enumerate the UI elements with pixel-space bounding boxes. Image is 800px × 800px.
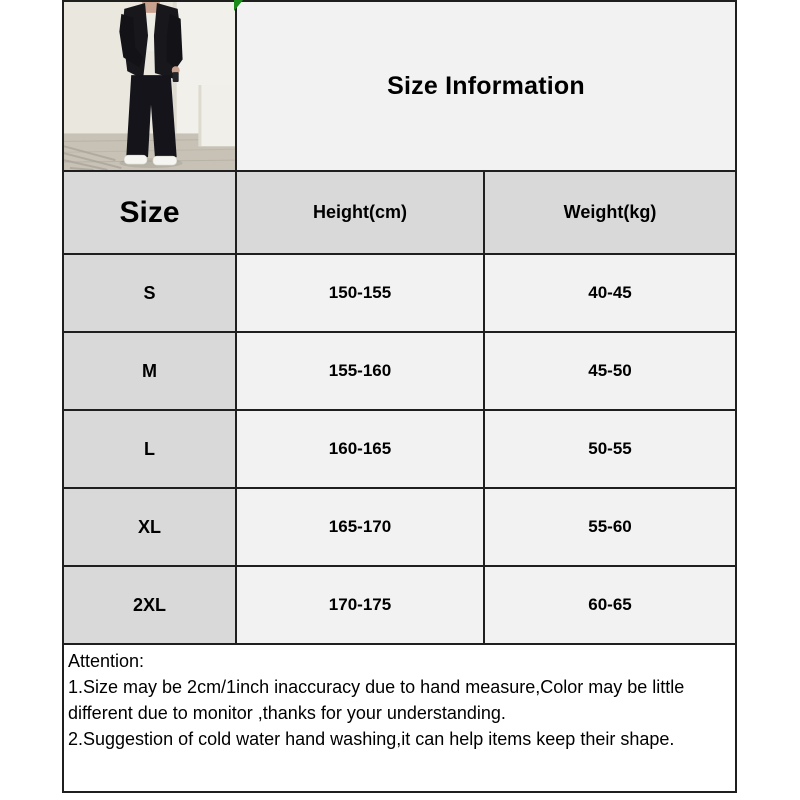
- weight-cell: 60-65: [588, 595, 632, 614]
- height-cell: 155-160: [237, 333, 485, 409]
- weight-cell: 50-55: [588, 439, 632, 458]
- attention-heading: Attention:: [68, 651, 145, 671]
- table-header-row: [64, 172, 735, 255]
- table-row: [64, 567, 735, 645]
- table-row: [64, 489, 735, 567]
- size-cell: XL: [64, 489, 237, 565]
- product-photo: [64, 2, 237, 170]
- weight-cell: 55-60: [588, 517, 632, 536]
- attention-item: 2.Suggestion of cold water hand washing,it can help items keep their shape.: [68, 729, 675, 749]
- height-cell: 150-155: [237, 255, 485, 331]
- attention-item: 1.Size may be 2cm/1inch inaccuracy due to hand measure,Color may be little different due to monitor ,thanks for your understanding.: [68, 677, 685, 723]
- attention-note: [64, 645, 735, 791]
- size-cell: S: [64, 255, 237, 331]
- weight-cell: 45-50: [588, 361, 632, 380]
- header-height: Height(cm): [237, 172, 485, 253]
- height-cell: 165-170: [237, 489, 485, 565]
- height-cell: 160-165: [237, 411, 485, 487]
- size-cell: L: [64, 411, 237, 487]
- green-corner-marker-icon: [234, 0, 243, 11]
- header-size: Size: [64, 172, 237, 253]
- weight-cell: 40-45: [588, 283, 632, 302]
- size-cell: M: [64, 333, 237, 409]
- height-cell: 170-175: [237, 567, 485, 643]
- size-table: [62, 0, 737, 793]
- table-row: [64, 411, 735, 489]
- title-cell: [237, 2, 735, 170]
- table-row: [64, 333, 735, 411]
- size-cell: 2XL: [64, 567, 237, 643]
- header-weight: Weight(kg): [563, 202, 657, 222]
- top-section: [64, 2, 735, 172]
- table-row: [64, 255, 735, 333]
- page-title: Size Information: [387, 71, 585, 100]
- model-photo-illustration: [64, 2, 235, 170]
